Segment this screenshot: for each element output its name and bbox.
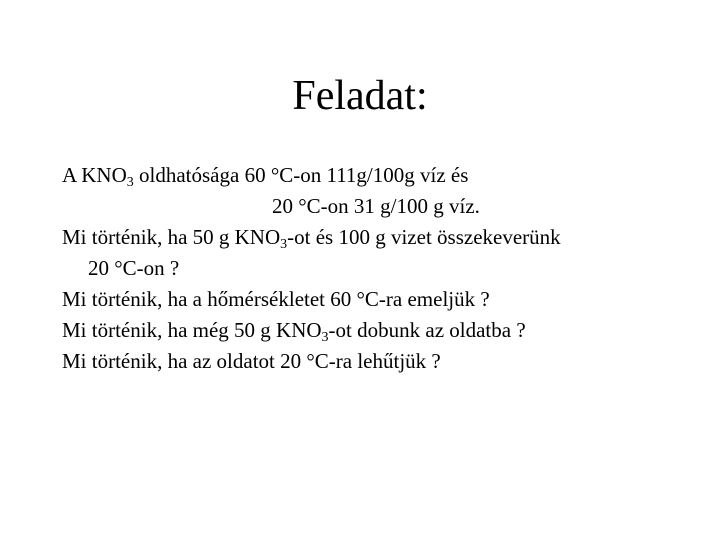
text-line-question-1-cont: 20 °C-on ? bbox=[88, 256, 180, 280]
subscript: 3 bbox=[126, 175, 134, 190]
text-line-question-2: Mi történik, ha a hőmérsékletet 60 °C-ra emeljük ? bbox=[62, 287, 490, 311]
text-line-question-4: Mi történik, ha az oldatot 20 °C-ra lehűtjük ? bbox=[62, 349, 441, 373]
text-segment: oldhatósága 60 °C-on 111g/100g víz és bbox=[133, 163, 469, 187]
text-line-solubility-20: 20 °C-on 31 g/100 g víz. bbox=[272, 194, 480, 218]
slide-title: Feladat: bbox=[292, 73, 428, 119]
text-segment: Mi történik, ha 50 g KNO bbox=[62, 225, 281, 249]
text-line-solubility-60 bbox=[62, 160, 702, 191]
text-segment: -ot dobunk az oldatba ? bbox=[328, 318, 526, 342]
text-line-question-1 bbox=[62, 222, 702, 253]
subscript: 3 bbox=[280, 237, 288, 252]
text-segment: -ot és 100 g vizet összekeverünk bbox=[287, 225, 561, 249]
text-segment: Mi történik, ha még 50 g KNO bbox=[62, 318, 322, 342]
text-line-question-3 bbox=[62, 315, 702, 346]
subscript: 3 bbox=[321, 330, 329, 345]
text-segment: A KNO bbox=[62, 163, 127, 187]
slide-body bbox=[62, 160, 702, 377]
